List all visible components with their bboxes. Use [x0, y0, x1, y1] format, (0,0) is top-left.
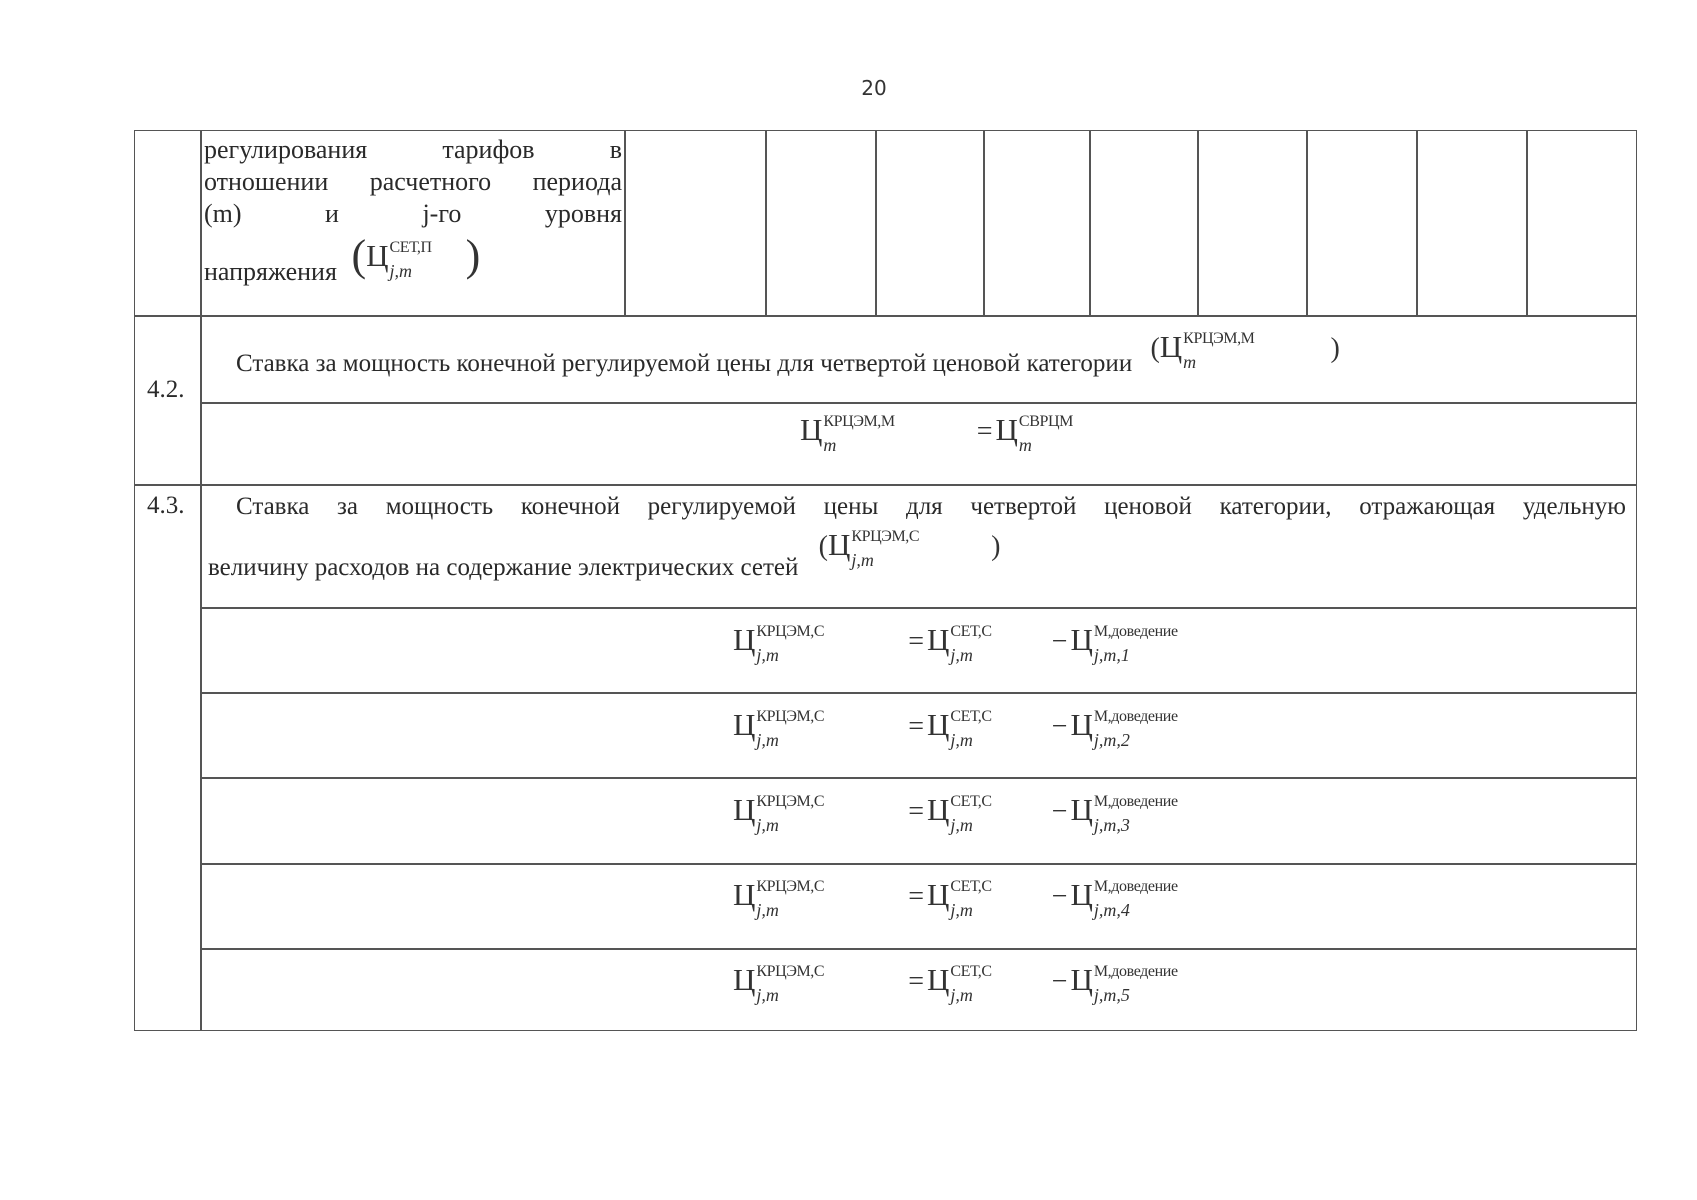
column-divider [1306, 130, 1308, 315]
row-number: 4.3. [147, 492, 185, 519]
row-divider [201, 692, 1637, 694]
column-divider [624, 130, 626, 315]
desc-word: расчетного [369, 167, 492, 196]
column-divider [1416, 130, 1418, 315]
desc-word: в [609, 135, 622, 164]
row-divider [134, 484, 1637, 486]
row-number: 4.2. [147, 376, 185, 403]
row-divider [201, 863, 1637, 865]
column-divider [1089, 130, 1091, 315]
desc-word: j-го [422, 199, 462, 228]
row-4-3-text-line1: Ставка за мощность конечной регулируемой цены для четвертой ценовой категории, отражающая удельную [236, 493, 1626, 520]
desc-word: и [325, 199, 339, 228]
column-divider [875, 130, 877, 315]
price-symbol-set-p: (Ц СЕТ,П j,m ) [351, 231, 481, 281]
row-divider [201, 948, 1637, 950]
price-symbol-krcem-m: (Ц КРЦЭМ,М m ) [1150, 329, 1340, 372]
column-divider [765, 130, 767, 315]
formula-4-3-1: Ц КРЦЭМ,C j,m =Ц СЕТ,C j,m −Ц М,доведение j,m,1 [733, 622, 1178, 665]
desc-word: (m) [204, 199, 242, 228]
row-4-2-text: Ставка за мощность конечной регулируемой цены для четвертой ценовой категории (Ц КРЦЭМ,М m ) [236, 329, 1340, 377]
formula-4-3-3: Ц КРЦЭМ,C j,m =Ц СЕТ,C j,m −Ц М,доведение j,m,3 [733, 792, 1178, 835]
price-symbol-krcem-c: (Ц КРЦЭМ,С j,m ) [818, 527, 1001, 570]
desc-word: напряжения [204, 257, 337, 286]
formula-4-3-4: Ц КРЦЭМ,C j,m =Ц СЕТ,C j,m −Ц М,доведение j,m,4 [733, 877, 1178, 920]
formula-4-3-5: Ц КРЦЭМ,C j,m =Ц СЕТ,C j,m −Ц М,доведение j,m,5 [733, 962, 1178, 1005]
column-divider [200, 130, 202, 1031]
desc-word: отношении [204, 167, 329, 196]
row-divider [201, 777, 1637, 779]
desc-word: тарифов [442, 135, 535, 164]
continuation-description [204, 134, 622, 286]
desc-word: регулирования [204, 135, 368, 164]
row-divider [201, 402, 1637, 404]
page-number: 20 [861, 76, 887, 100]
column-divider [1526, 130, 1528, 315]
column-divider [983, 130, 985, 315]
desc-word: уровня [544, 199, 622, 228]
row-4-3-text-line2: величину расходов на содержание электрических сетей (Ц КРЦЭМ,С j,m ) [208, 527, 1001, 581]
row-divider [134, 315, 1637, 317]
formula-4-3-2: Ц КРЦЭМ,C j,m =Ц СЕТ,C j,m −Ц М,доведение j,m,2 [733, 707, 1178, 750]
formula-4-2: Ц КРЦЭМ,М m =Ц СВРЦМ m [800, 412, 1073, 455]
row-divider [201, 607, 1637, 609]
column-divider [1197, 130, 1199, 315]
desc-word: периода [532, 167, 622, 196]
